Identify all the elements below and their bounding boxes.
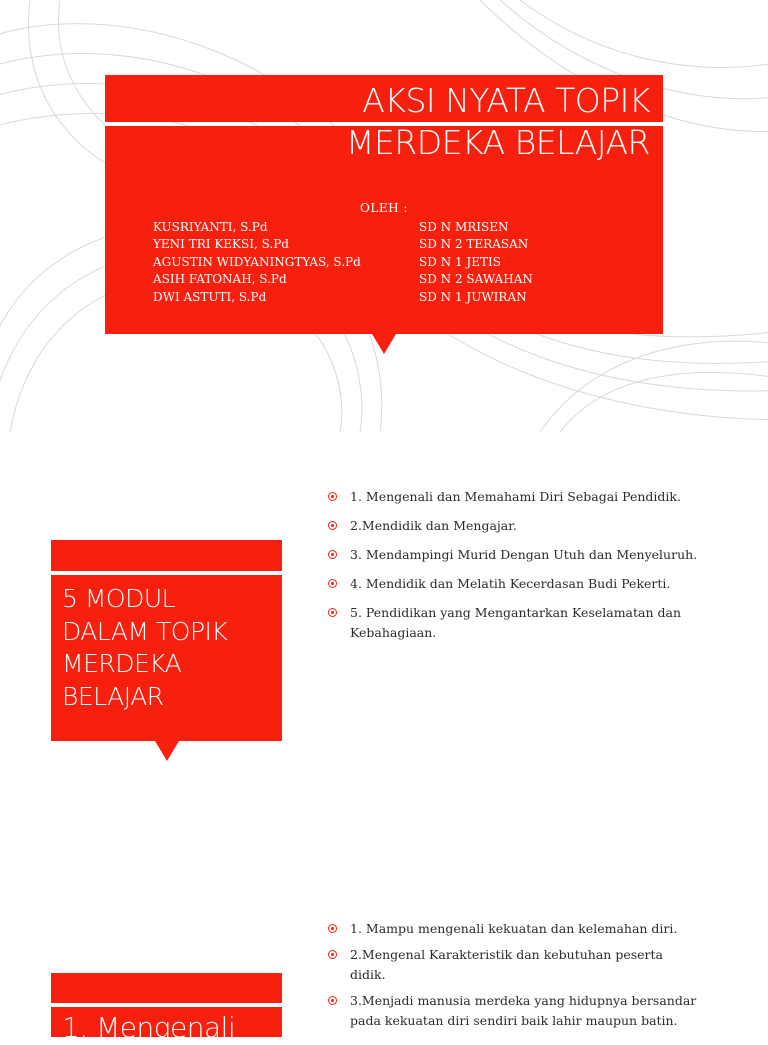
school-name: SD N 2 SAWAHAN <box>419 272 533 287</box>
author-name: ASIH FATONAH, S.Pd <box>153 272 287 287</box>
author-name: DWI ASTUTI, S.Pd <box>153 289 267 304</box>
slide-2 <box>0 432 768 865</box>
module-title-line: MERDEKA <box>62 649 182 678</box>
author-name: KUSRIYANTI, S.Pd <box>153 220 268 234</box>
module-box-top <box>51 973 282 1003</box>
module-list <box>328 487 728 643</box>
slide-3 <box>0 865 768 1044</box>
list-item: 1. Mampu mengenali kekuatan dan kelemahan diri. <box>328 919 698 939</box>
callout-pointer <box>155 741 179 761</box>
module-title-line: DALAM TOPIK <box>62 616 228 646</box>
author-list <box>153 219 361 306</box>
list-item: 3.Menjadi manusia merdeka yang hidupnya bersandar pada kekuatan diri sendiri baik lahir maupun batin. <box>328 991 720 1031</box>
bullet-icon <box>328 492 337 501</box>
bullet-icon <box>328 608 337 617</box>
bullet-icon <box>328 924 337 933</box>
bullet-icon <box>328 996 337 1005</box>
by-label: OLEH : <box>360 201 408 215</box>
list-item: 2.Mengenal Karakteristik dan kebutuhan peserta didik. <box>328 945 690 985</box>
list-item: 2.Mendidik dan Mengajar. <box>328 516 728 536</box>
bullet-icon <box>328 579 337 588</box>
title-line-2: MERDEKA BELAJAR <box>346 123 650 162</box>
module-box-top <box>51 540 282 571</box>
slide-1 <box>0 0 768 432</box>
bullet-icon <box>328 550 337 559</box>
author-name: AGUSTIN WIDYANINGTYAS, S.Pd <box>153 254 361 269</box>
school-name: SD N MRISEN <box>419 220 509 234</box>
presentation-title <box>346 80 650 164</box>
module-detail-list <box>328 919 698 1031</box>
bullet-icon <box>328 950 337 959</box>
list-item: 4. Mendidik dan Melatih Kecerdasan Budi Pekerti. <box>328 574 728 594</box>
school-list <box>419 219 533 306</box>
school-name: SD N 2 TERASAN <box>419 237 529 252</box>
module-box-title <box>62 583 227 713</box>
author-name: YENI TRI KEKSI, S.Pd <box>153 237 289 252</box>
title-line-1: AKSI NYATA TOPIK <box>362 81 650 120</box>
callout-pointer <box>372 334 396 354</box>
school-name: SD N 1 JETIS <box>419 254 501 269</box>
module-title-line: 5 MODUL <box>62 584 176 613</box>
bullet-icon <box>328 521 337 530</box>
school-name: SD N 1 JUWIRAN <box>419 289 527 304</box>
list-item: 1. Mengenali dan Memahami Diri Sebagai Pendidik. <box>328 487 728 507</box>
list-item: 3. Mendampingi Murid Dengan Utuh dan Menyeluruh. <box>328 545 728 565</box>
module-title-line: BELAJAR <box>62 681 164 711</box>
module-box-title: 1. Mengenali <box>62 1011 236 1044</box>
list-item: 5. Pendidikan yang Mengantarkan Keselamatan dan Kebahagiaan. <box>328 603 720 643</box>
